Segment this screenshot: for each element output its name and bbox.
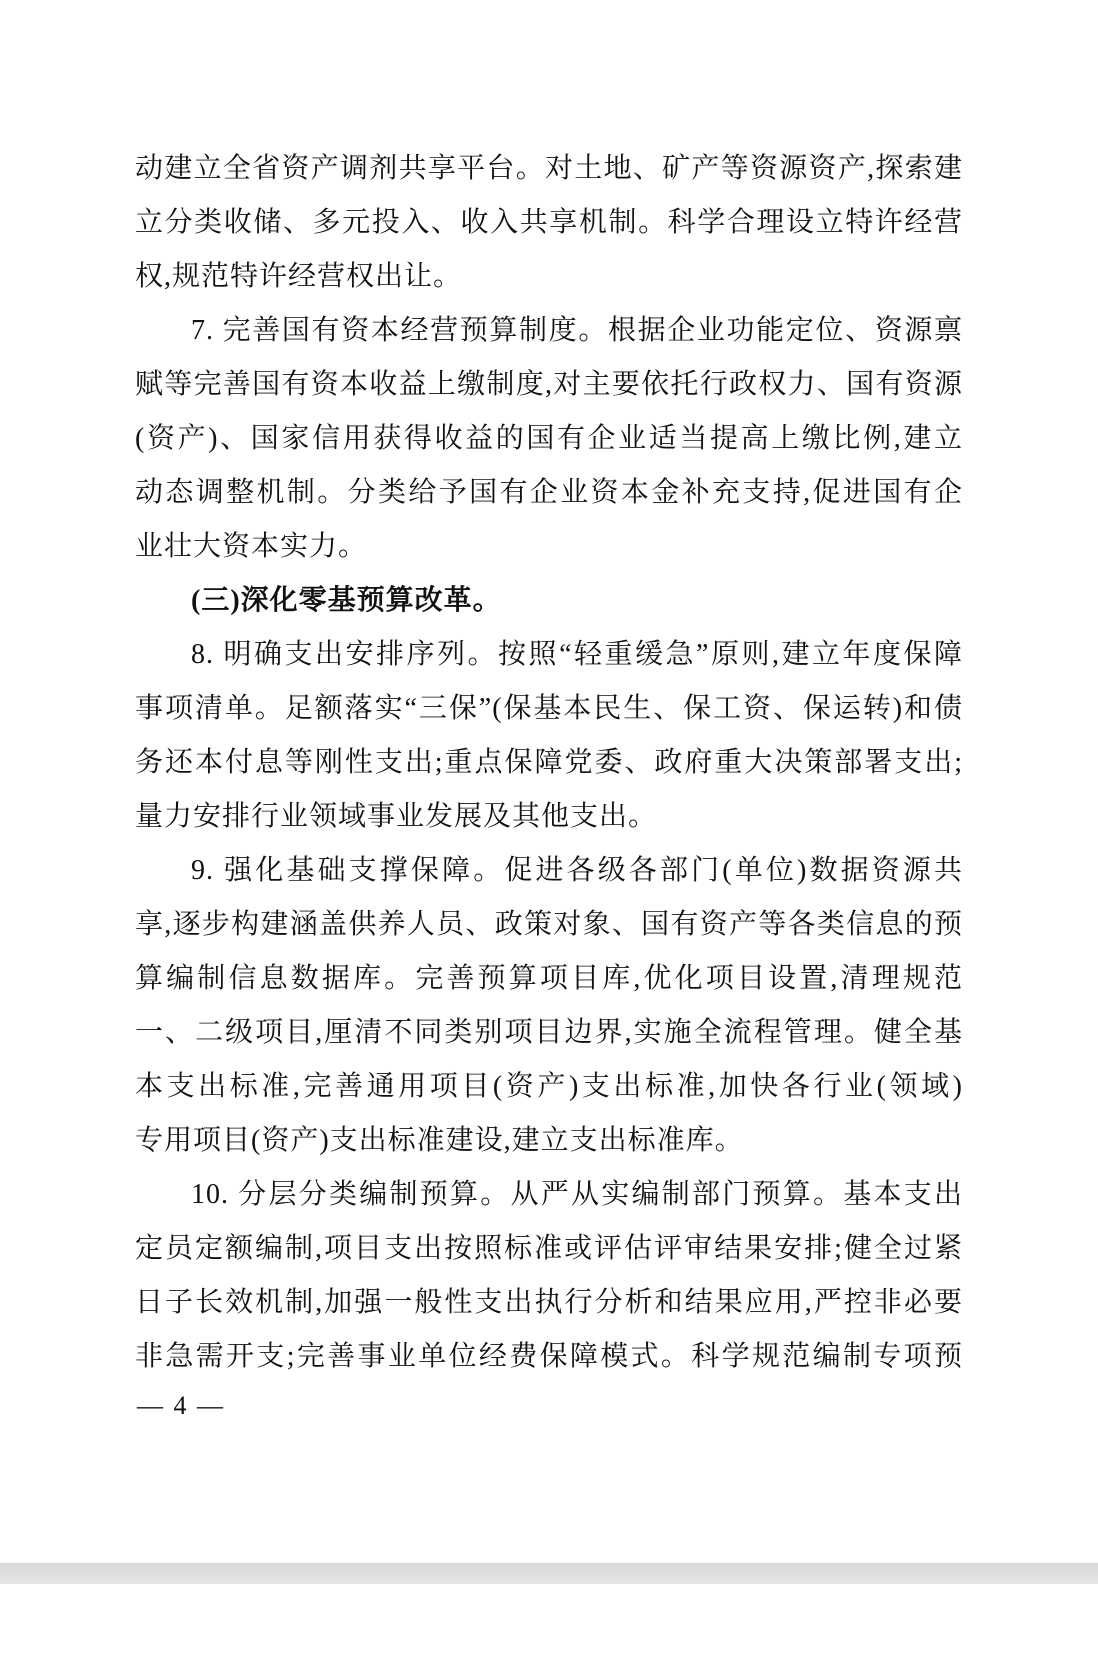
- text-line: 业壮大资本实力。: [135, 531, 368, 562]
- text-line: 动态调整机制。分类给予国有企业资本金补充支持,促进国有企: [135, 477, 963, 508]
- text-line: 专用项目(资产)支出标准建设,建立支出标准库。: [135, 1125, 744, 1156]
- document-body: [135, 142, 963, 1384]
- text-line: 享,逐步构建涵盖供养人员、政策对象、国有资产等各类信息的预: [135, 909, 963, 940]
- section-heading: (三)深化零基预算改革。: [191, 585, 502, 616]
- text-line: 定员定额编制,项目支出按照标准或评估评审结果安排;健全过紧: [135, 1233, 963, 1264]
- page-number: — 4 —: [137, 1391, 225, 1420]
- text-line: 一、二级项目,厘清不同类别项目边界,实施全流程管理。健全基: [135, 1017, 963, 1048]
- text-line: 算编制信息数据库。完善预算项目库,优化项目设置,清理规范: [135, 963, 963, 994]
- next-page-top: [0, 1584, 1098, 1670]
- text-line: (资产)、国家信用获得收益的国有企业适当提高上缴比例,建立: [135, 423, 963, 454]
- text-line: 本支出标准,完善通用项目(资产)支出标准,加快各行业(领域): [135, 1071, 963, 1102]
- text-line: 量力安排行业领域事业发展及其他支出。: [135, 801, 658, 832]
- text-line: 10. 分层分类编制预算。从严从实编制部门预算。基本支出: [191, 1179, 963, 1210]
- text-line: 权,规范特许经营权出让。: [135, 261, 463, 292]
- text-line: 7. 完善国有资本经营预算制度。根据企业功能定位、资源禀: [191, 315, 963, 346]
- text-line: 9. 强化基础支撑保障。促进各级各部门(单位)数据资源共: [191, 855, 963, 886]
- text-line: 日子长效机制,加强一般性支出执行分析和结果应用,严控非必要: [135, 1287, 963, 1318]
- text-line: 赋等完善国有资本收益上缴制度,对主要依托行政权力、国有资源: [135, 369, 963, 400]
- text-line: 非急需开支;完善事业单位经费保障模式。科学规范编制专项预: [135, 1341, 963, 1372]
- text-line: 事项清单。足额落实“三保”(保基本民生、保工资、保运转)和债: [135, 693, 963, 724]
- text-line: 8. 明确支出安排序列。按照“轻重缓急”原则,建立年度保障: [191, 639, 963, 670]
- text-line: 立分类收储、多元投入、收入共享机制。科学合理设立特许经营: [135, 207, 963, 238]
- text-line: 务还本付息等刚性支出;重点保障党委、政府重大决策部署支出;: [135, 747, 963, 778]
- page-separator: [0, 1563, 1098, 1584]
- text-line: 动建立全省资产调剂共享平台。对土地、矿产等资源资产,探索建: [135, 153, 963, 184]
